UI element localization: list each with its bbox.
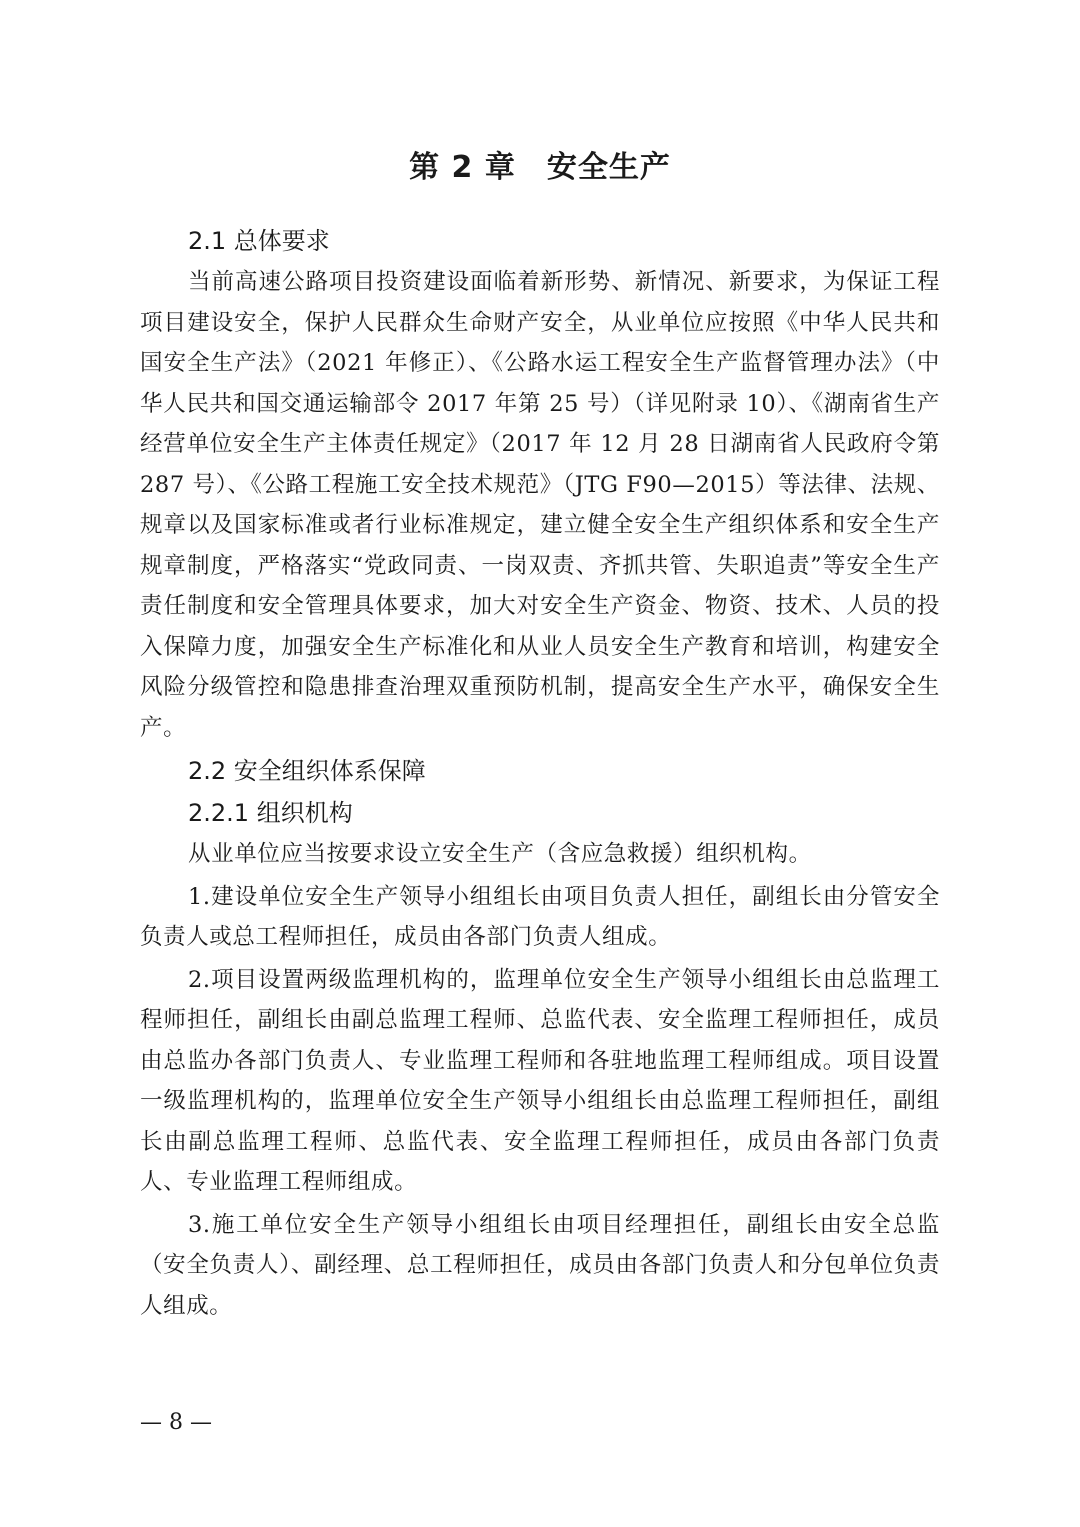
list-item-1: 1.建设单位安全生产领导小组组长由项目负责人担任，副组长由分管安全负责人或总工程师担任，成员由各部门负责人组成。 [140, 883, 940, 950]
section-2-2-1-heading: 2.2.1 组织机构 [188, 799, 353, 827]
page-content [140, 220, 940, 1326]
section-2-1-heading: 2.1 总体要求 [188, 227, 330, 255]
section-2-1-body: 当前高速公路项目投资建设面临着新形势、新情况、新要求，为保证工程项目建设安全，保护人民群众生命财产安全，从业单位应按照《中华人民共和国安全生产法》（2021 年修正）、《公路水运工程安全生产监督管理办法》（中华人民共和国交通运输部令 2017 年第 25 号）（详见附录 10）、《湖南省生产经营单位安全生产主体责任规定》（2017 年 12 月 28 日湖南省人民政府令第 287 号）、《公路工程施工安全技术规范》（JTG F90—2015）等法律、法规、规章以及国家标准或者行业标准规定，建立健全安全生产组织体系和安全生产规章制度，严格落实“党政同责、一岗双责、齐抓共管、失职追责”等安全生产责任制度和安全管理具体要求，加大对安全生产资金、物资、技术、人员的投入保障力度，加强安全生产标准化和从业人员安全生产教育和培训，构建安全风险分级管控和隐患排查治理双重预防机制，提高安全生产水平，确保安全生产。 [140, 269, 940, 741]
section-2-2-1-intro: 从业单位应当按要求设立安全生产（含应急救援）组织机构。 [188, 841, 812, 867]
page-number: — 8 — [140, 1410, 212, 1435]
section-2-2-heading: 2.2 安全组织体系保障 [188, 757, 426, 785]
list-item-2: 2.项目设置两级监理机构的，监理单位安全生产领导小组组长由总监理工程师担任，副组长由副总监理工程师、总监代表、安全监理工程师担任，成员由总监办各部门负责人、专业监理工程师和各驻地监理工程师组成。项目设置一级监理机构的，监理单位安全生产领导小组组长由总监理工程师担任，副组长由副总监理工程师、总监代表、安全监理工程师担任，成员由各部门负责人、专业监理工程师组成。 [140, 966, 940, 1195]
chapter-title: 第 2 章 安全生产 [409, 150, 671, 185]
list-item-3: 3.施工单位安全生产领导小组组长由项目经理担任，副组长由安全总监（安全负责人）、副经理、总工程师担任，成员由各部门负责人和分包单位负责人组成。 [140, 1211, 940, 1319]
